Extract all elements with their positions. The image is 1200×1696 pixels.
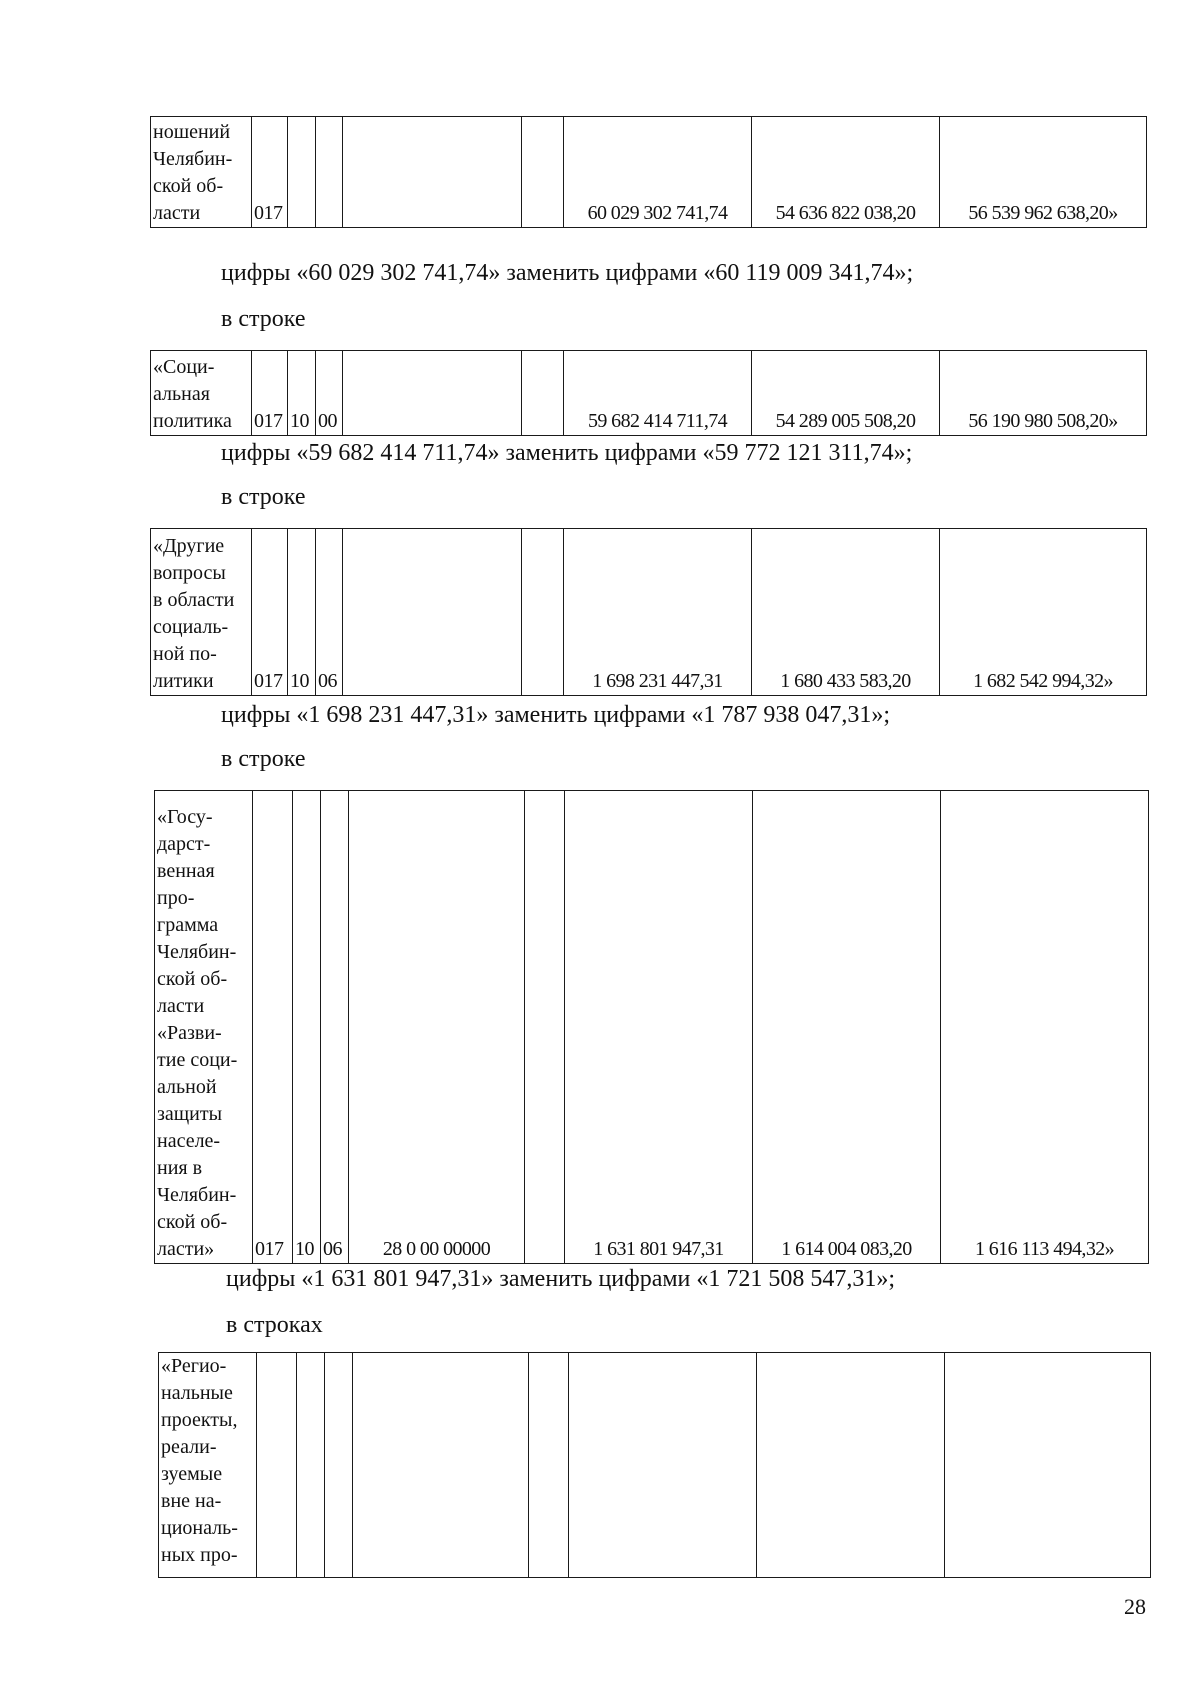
name-line: «Регио- bbox=[161, 1355, 227, 1377]
podrazdel-cell bbox=[316, 117, 343, 228]
name-line: ных про- bbox=[161, 1544, 238, 1566]
sum-2024-cell: 1 698 231 447,31 bbox=[564, 529, 752, 696]
in-row-label: в строке bbox=[221, 306, 306, 332]
name-line: ласти» bbox=[157, 1238, 215, 1260]
sum-2024-cell bbox=[569, 1353, 757, 1578]
name-line: грамма bbox=[157, 914, 219, 936]
amendment-instruction: цифры «59 682 414 711,74» заменить цифрами «59 772 121 311,74»; bbox=[221, 440, 913, 466]
csr-cell bbox=[343, 351, 522, 436]
razdel-cell: 10 bbox=[288, 529, 316, 696]
in-row-label: в строке bbox=[221, 484, 306, 510]
vr-cell bbox=[522, 117, 564, 228]
sum-2025-cell: 1 614 004 083,20 bbox=[753, 791, 941, 1264]
name-line: реали- bbox=[161, 1436, 217, 1458]
name-line: литики bbox=[153, 670, 214, 692]
row-name-cell bbox=[151, 529, 252, 696]
sum-2026-cell: 1 616 113 494,32» bbox=[941, 791, 1149, 1264]
name-line: ской об- bbox=[153, 175, 224, 197]
ved-code-cell: 017 bbox=[253, 791, 293, 1264]
sum-2025-cell: 54 636 822 038,20 bbox=[752, 117, 940, 228]
amendment-table-1 bbox=[150, 116, 1147, 228]
name-line: ной по- bbox=[153, 643, 217, 665]
amendment-table-3 bbox=[150, 528, 1147, 696]
name-line: про- bbox=[157, 887, 195, 909]
name-line: ношений bbox=[153, 121, 231, 143]
name-line: «Госу- bbox=[157, 806, 213, 828]
csr-cell bbox=[343, 529, 522, 696]
ved-code-cell: 017 bbox=[252, 529, 288, 696]
table-row bbox=[151, 351, 1147, 436]
podrazdel-cell: 06 bbox=[321, 791, 349, 1264]
podrazdel-cell: 06 bbox=[316, 529, 343, 696]
vr-cell bbox=[522, 529, 564, 696]
name-line: ской об- bbox=[157, 1211, 228, 1233]
in-rows-label: в строках bbox=[226, 1312, 323, 1338]
vr-cell bbox=[522, 351, 564, 436]
table-row bbox=[159, 1353, 1151, 1578]
row-name-cell bbox=[151, 117, 252, 228]
csr-cell bbox=[343, 117, 522, 228]
name-line: ской об- bbox=[157, 968, 228, 990]
sum-2026-cell: 56 539 962 638,20» bbox=[940, 117, 1147, 228]
podrazdel-cell: 00 bbox=[316, 351, 343, 436]
csr-cell: 28 0 00 00000 bbox=[349, 791, 525, 1264]
name-line: социаль- bbox=[153, 616, 229, 638]
table-row bbox=[151, 529, 1147, 696]
name-line: Челябин- bbox=[157, 941, 237, 963]
name-line: политика bbox=[153, 410, 232, 432]
row-name-cell bbox=[159, 1353, 257, 1578]
name-line: тие соци- bbox=[157, 1049, 238, 1071]
name-line: населе- bbox=[157, 1130, 221, 1152]
vr-cell bbox=[529, 1353, 569, 1578]
sum-2024-cell: 60 029 302 741,74 bbox=[564, 117, 752, 228]
amendment-table-5 bbox=[158, 1352, 1151, 1578]
name-line: дарст- bbox=[157, 833, 211, 855]
name-line: ласти bbox=[157, 995, 205, 1017]
sum-2026-cell bbox=[945, 1353, 1151, 1578]
row-name-cell bbox=[155, 791, 253, 1264]
ved-code-cell: 017 bbox=[252, 351, 288, 436]
name-line: ласти bbox=[153, 202, 201, 224]
table-row bbox=[151, 117, 1147, 228]
sum-2026-cell: 56 190 980 508,20» bbox=[940, 351, 1147, 436]
name-line: «Соци- bbox=[153, 356, 215, 378]
sum-2025-cell bbox=[757, 1353, 945, 1578]
page-number: 28 bbox=[1124, 1594, 1146, 1619]
amendment-instruction: цифры «60 029 302 741,74» заменить цифрами «60 119 009 341,74»; bbox=[221, 260, 914, 286]
in-row-label: в строке bbox=[221, 746, 306, 772]
row-name-cell bbox=[151, 351, 252, 436]
vr-cell bbox=[525, 791, 565, 1264]
name-line: Челябин- bbox=[153, 148, 233, 170]
amendment-instruction: цифры «1 631 801 947,31» заменить цифрами «1 721 508 547,31»; bbox=[226, 1266, 896, 1292]
amendment-table-2 bbox=[150, 350, 1147, 436]
name-line: защиты bbox=[157, 1103, 223, 1125]
razdel-cell bbox=[297, 1353, 325, 1578]
name-line: циональ- bbox=[161, 1517, 238, 1539]
name-line: венная bbox=[157, 860, 215, 882]
name-line: в области bbox=[153, 589, 235, 611]
ved-code-cell bbox=[257, 1353, 297, 1578]
name-line: Челябин- bbox=[157, 1184, 237, 1206]
sum-2025-cell: 1 680 433 583,20 bbox=[752, 529, 940, 696]
razdel-cell: 10 bbox=[293, 791, 321, 1264]
sum-2026-cell: 1 682 542 994,32» bbox=[940, 529, 1147, 696]
sum-2025-cell: 54 289 005 508,20 bbox=[752, 351, 940, 436]
amendment-instruction: цифры «1 698 231 447,31» заменить цифрами «1 787 938 047,31»; bbox=[221, 702, 891, 728]
amendment-table-4 bbox=[154, 790, 1149, 1264]
ved-code-cell: 017 bbox=[252, 117, 288, 228]
sum-2024-cell: 59 682 414 711,74 bbox=[564, 351, 752, 436]
razdel-cell bbox=[288, 117, 316, 228]
name-line: «Другие bbox=[153, 535, 225, 557]
name-line: вне на- bbox=[161, 1490, 222, 1512]
razdel-cell: 10 bbox=[288, 351, 316, 436]
name-line: проекты, bbox=[161, 1409, 238, 1431]
name-line: альной bbox=[157, 1076, 217, 1098]
name-line: альная bbox=[153, 383, 210, 405]
sum-2024-cell: 1 631 801 947,31 bbox=[565, 791, 753, 1264]
name-line: зуемые bbox=[161, 1463, 223, 1485]
name-line: ния в bbox=[157, 1157, 203, 1179]
name-line: нальные bbox=[161, 1382, 233, 1404]
csr-cell bbox=[353, 1353, 529, 1578]
name-line: вопросы bbox=[153, 562, 226, 584]
podrazdel-cell bbox=[325, 1353, 353, 1578]
table-row bbox=[155, 791, 1149, 1264]
name-line: «Разви- bbox=[157, 1022, 222, 1044]
